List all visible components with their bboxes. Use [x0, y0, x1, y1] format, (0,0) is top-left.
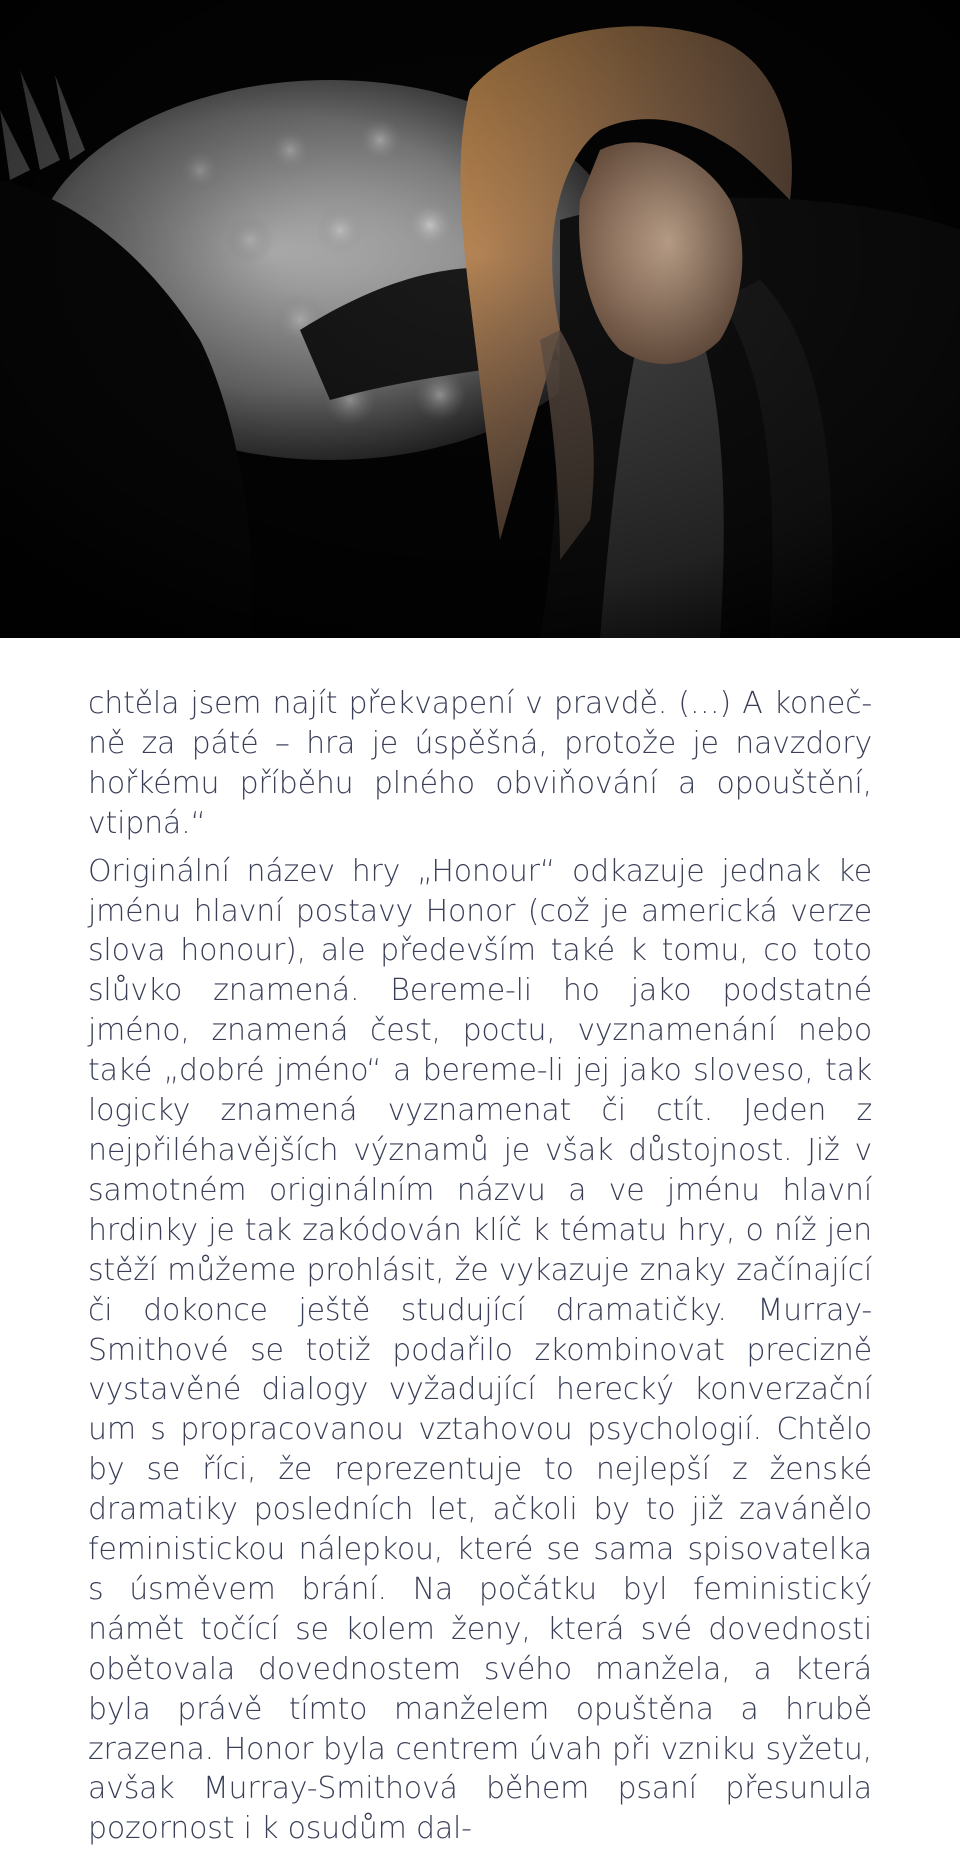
paragraph-1: chtěla jsem najít překvapení v pravdě. (…) A koneč-ně za páté – hra je úspěšná, protože je navzdory hořkému příběhu plného obviňování a opouštění, vtipná.“ [88, 686, 872, 841]
article-text [88, 684, 872, 1849]
stage-photo [0, 0, 960, 638]
paragraph-2: Originální název hry „Honour“ odkazuje jednak ke jménu hlavní postavy Honor (což je americká verze slova honour), ale především také k tomu, co toto slůvko znamená. Bereme-li ho jako podstatné jméno, znamená čest, poctu, vyznamenání nebo také „dobré jméno“ a bereme-li jej jako sloveso, tak logicky znamená vyznamenat či ctít. Jeden z nejpřiléhavějších významů je však důstojnost. Již v samotném originálním názvu a ve jménu hlavní hrdinky je tak zakódován klíč k tématu hry, o níž jen stěží můžeme prohlásit, že vykazuje znaky začínající či dokonce ještě studující dramatičky. Murray-Smithové se totiž podařilo zkombinovat precizně vystavěné dialogy vyžadující herecký konverzační um s propracovanou vztahovou psychologií. Chtělo by se říci, že reprezentuje to nejlepší z ženské dramatiky posledních let, ačkoli by to již zavánělo feministickou nálepkou, které se sama spisovatelka s úsměvem brání. Na počátku byl feministický námět točící se kolem ženy, která své dovednosti obětovala dovednostem svého manžela, a která byla právě tímto manželem opuštěna a hrubě zrazena. Honor byla centrem úvah při vzniku syžetu, avšak Murray-Smithová během psaní přesunula pozornost i k osudům dal- [88, 853, 872, 1847]
photo-icon [0, 0, 960, 638]
